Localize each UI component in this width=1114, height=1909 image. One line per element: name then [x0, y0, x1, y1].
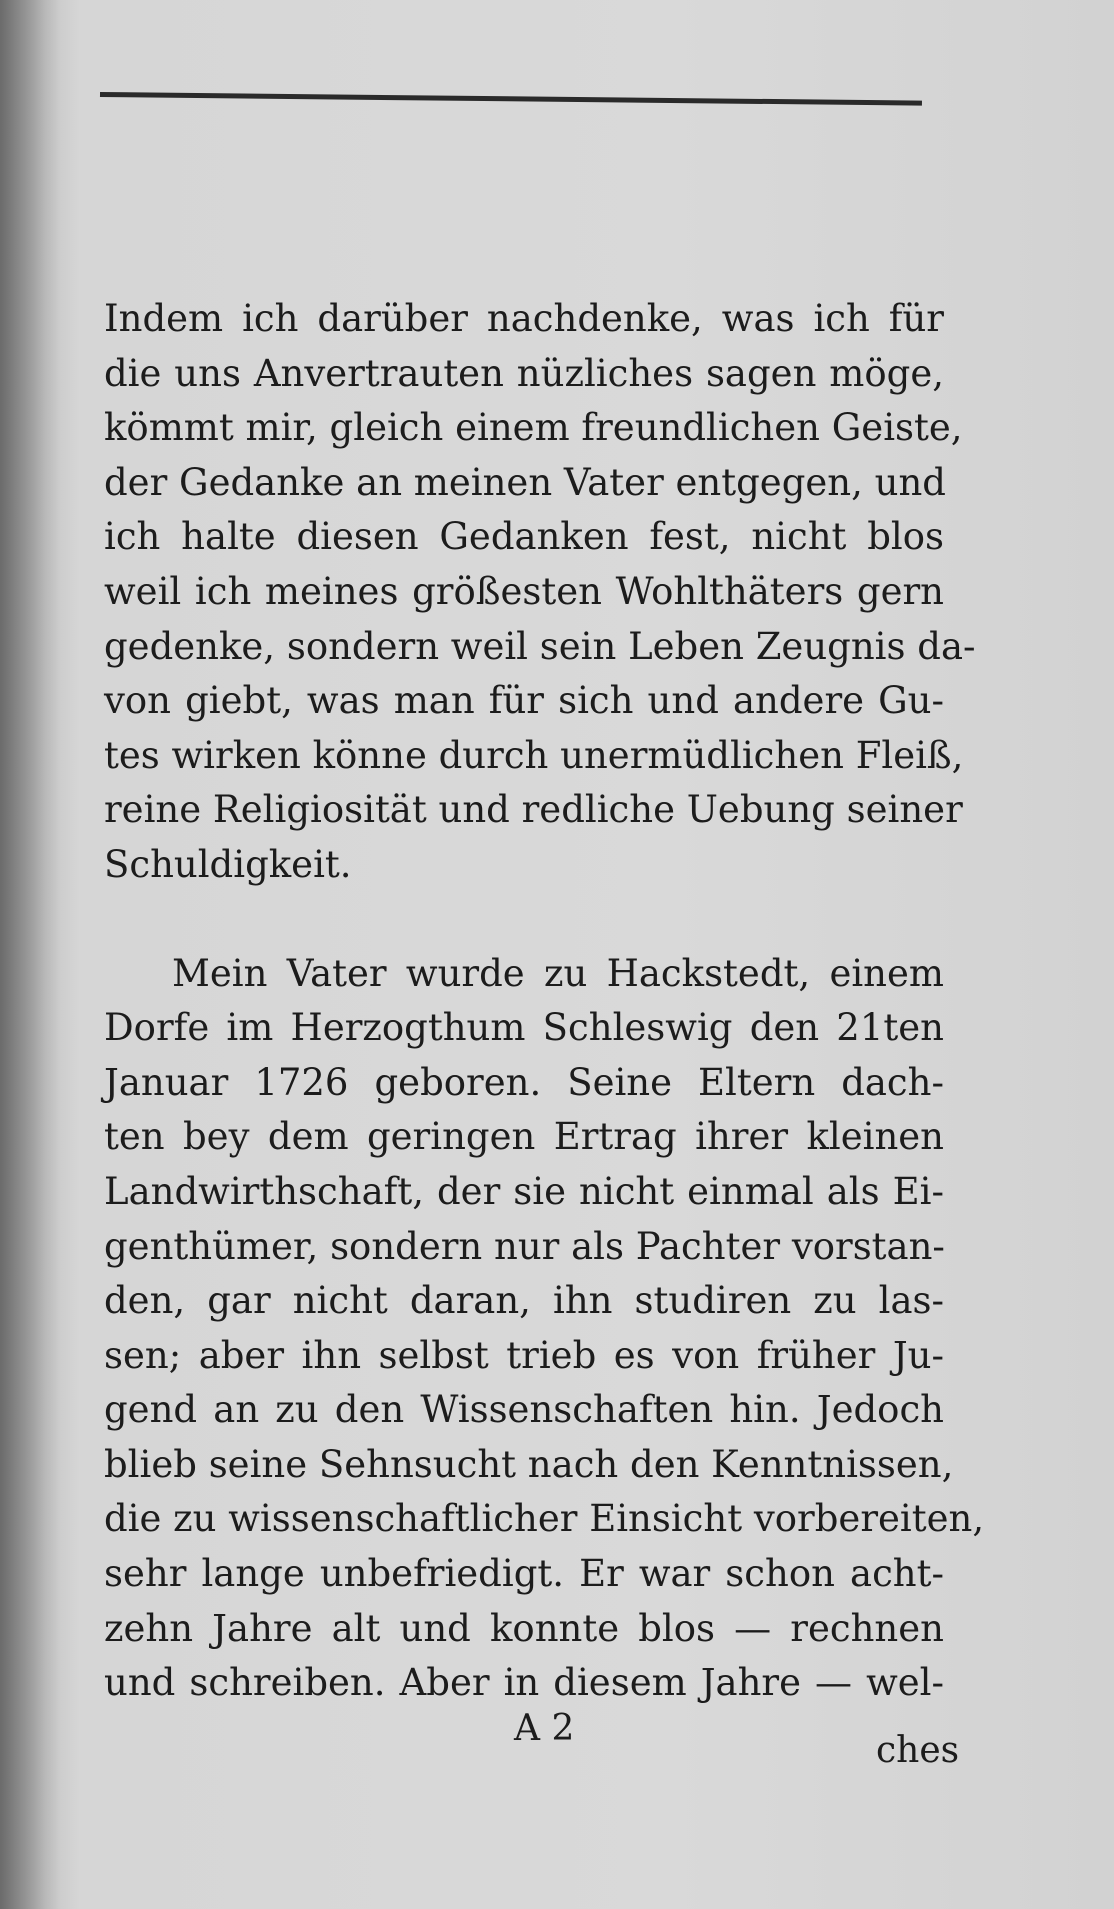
text-line: reine Religiosität und redliche Uebung seiner [104, 788, 963, 832]
body-text [104, 292, 985, 1711]
signature-mark: A 2 [514, 1708, 575, 1749]
paragraph-1 [104, 292, 976, 893]
text-line: gedenke, sondern weil sein Leben Zeugnis da- [104, 624, 976, 668]
text-line: die uns Anvertrauten nüzliches sagen möge, [104, 351, 944, 395]
text-line: Mein Vater wurde zu Hackstedt, einem [172, 951, 944, 995]
text-line: Schuldigkeit. [104, 842, 352, 886]
text-line: gend an zu den Wissenschaften hin. Jedoch [104, 1388, 944, 1432]
text-line: Landwirthschaft, der sie nicht einmal als Ei- [104, 1169, 944, 1213]
text-line: zehn Jahre alt und konnte blos — rechnen [104, 1606, 944, 1650]
text-line: Dorfe im Herzogthum Schleswig den 21ten [104, 1006, 944, 1050]
text-line: weil ich meines größesten Wohlthäters gern [104, 569, 944, 613]
text-line: und schreiben. Aber in diesem Jahre — wel- [104, 1661, 944, 1705]
text-line: genthümer, sondern nur als Pachter vorstan- [104, 1224, 945, 1268]
text-line: die zu wissenschaftlicher Einsicht vorbereiten, [104, 1497, 985, 1541]
binding-gutter-shadow [0, 0, 60, 1909]
text-line: ten bey dem geringen Ertrag ihrer kleinen [104, 1115, 944, 1159]
text-line: blieb seine Sehnsucht nach den Kenntnissen, [104, 1442, 954, 1486]
header-rule [100, 92, 922, 106]
text-line: Januar 1726 geboren. Seine Eltern dach- [104, 1060, 944, 1104]
text-line: den, gar nicht daran, ihn studiren zu las- [104, 1279, 944, 1323]
catchword: ches [876, 1730, 960, 1771]
paragraph-2 [104, 947, 985, 1711]
text-line: kömmt mir, gleich einem freundlichen Geiste, [104, 406, 963, 450]
text-line: sen; aber ihn selbst trieb es von früher Ju- [104, 1333, 944, 1377]
text-line: der Gedanke an meinen Vater entgegen, und [104, 460, 946, 504]
text-line: ich halte diesen Gedanken fest, nicht blos [104, 515, 944, 559]
text-line: sehr lange unbefriedigt. Er war schon acht- [104, 1552, 944, 1596]
text-line: Indem ich darüber nachdenke, was ich für [104, 297, 944, 340]
text-line: tes wirken könne durch unermüdlichen Fleiß, [104, 733, 964, 777]
text-line: von giebt, was man für sich und andere Gu- [104, 679, 944, 723]
